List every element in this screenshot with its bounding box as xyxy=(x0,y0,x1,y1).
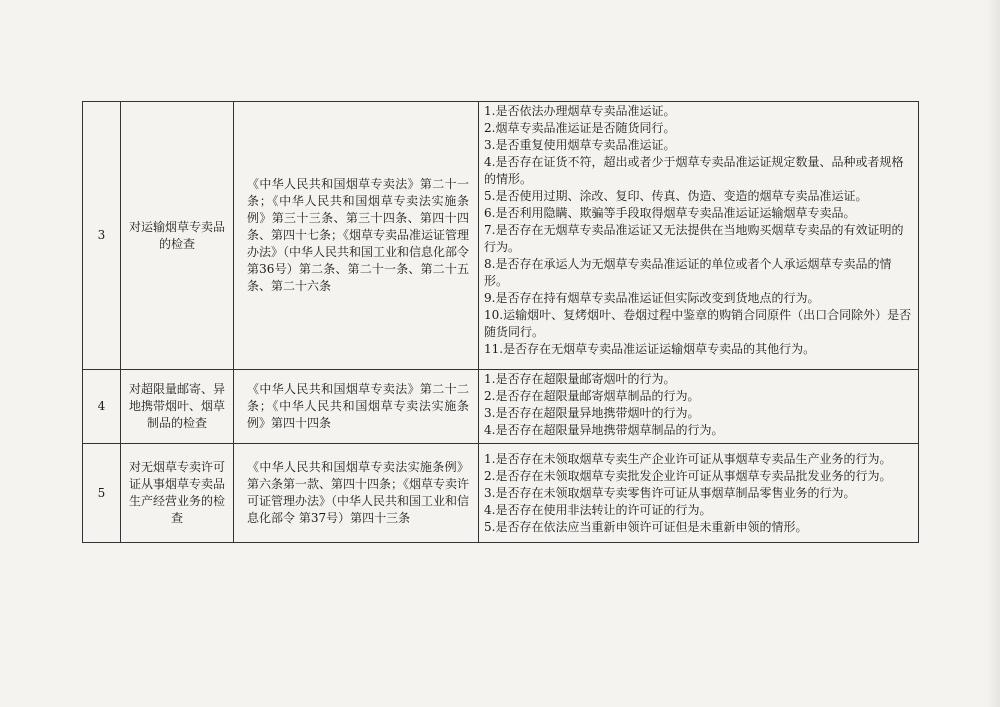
content-line: 10.运输烟叶、复烤烟叶、卷烟过程中鉴章的购销合同原件（出口合同除外）是否随货同行。 xyxy=(484,308,912,339)
content-line: 2.是否存在超限量邮寄烟草制品的行为。 xyxy=(484,389,700,403)
content-line: 8.是否存在承运人为无烟草专卖品准运证的单位或者个人承运烟草专卖品的情形。 xyxy=(484,257,892,288)
inspection-content xyxy=(479,370,919,444)
table-row xyxy=(83,102,919,370)
content-line: 4.是否存在使用非法转让的许可证的行为。 xyxy=(484,502,712,517)
content-line: 1.是否依法办理烟草专卖品准运证。 xyxy=(484,104,676,118)
legal-basis: 《中华人民共和国烟草专卖法实施条例》第六条第一款、第四十四条；《烟草专卖许可证管理办法》（中华人民共和国工业和信息化部令 第37号）第四十三条 xyxy=(234,444,479,543)
content-line: 11.是否存在无烟草专卖品准运证运输烟草专卖品的其他行为。 xyxy=(484,342,816,356)
row-number: 3 xyxy=(83,102,121,370)
table-row xyxy=(83,370,919,444)
row-number: 5 xyxy=(83,444,121,543)
content-line: 5.是否使用过期、涂改、复印、传真、伪造、变造的烟草专卖品准运证。 xyxy=(484,189,868,203)
inspection-item: 对运输烟草专卖品的检查 xyxy=(121,102,234,370)
content-line: 3.是否存在超限量异地携带烟叶的行为。 xyxy=(484,406,700,420)
content-line: 3.是否重复使用烟草专卖品准运证。 xyxy=(484,138,676,152)
content-line: 6.是否利用隐瞒、欺骗等手段取得烟草专卖品准运证运输烟草专卖品。 xyxy=(484,206,856,220)
content-line: 7.是否存在无烟草专卖品准运证又无法提供在当地购买烟草专卖品的有效证明的行为。 xyxy=(484,223,904,254)
legal-basis: 《中华人民共和国烟草专卖法》第二十一条；《中华人民共和国烟草专卖法实施条例》第三十三条、第三十四条、第四十四条、第四十七条；《烟草专卖品准运证管理办法》（中华人民共和国工业和信息化部令第36号）第二条、第二十一条、第二十五条、第二十六条 xyxy=(234,102,479,370)
content-line: 1.是否存在超限量邮寄烟叶的行为。 xyxy=(484,372,676,386)
content-line: 3.是否存在未领取烟草专卖零售许可证从事烟草制品零售业务的行为。 xyxy=(484,485,856,500)
content-line: 2.烟草专卖品准运证是否随货同行。 xyxy=(484,121,676,135)
content-line: 2.是否存在未领取烟草专卖批发企业许可证从事烟草专卖品批发业务的行为。 xyxy=(484,468,892,483)
inspection-content xyxy=(479,102,919,370)
inspection-item: 对无烟草专卖许可证从事烟草专卖品生产经营业务的检查 xyxy=(121,444,234,543)
page-edge-shadow xyxy=(986,0,1000,707)
inspection-item: 对超限量邮寄、异地携带烟叶、烟草制品的检查 xyxy=(121,370,234,444)
content-line: 4.是否存在超限量异地携带烟草制品的行为。 xyxy=(484,423,724,437)
inspection-table xyxy=(82,101,919,543)
inspection-content xyxy=(479,444,919,543)
content-line: 5.是否存在依法应当重新申领许可证但是未重新申领的情形。 xyxy=(484,519,808,534)
row-number: 4 xyxy=(83,370,121,444)
content-line: 4.是否存在证货不符，超出或者少于烟草专卖品准运证规定数量、品种或者规格的情形。 xyxy=(484,155,904,186)
content-line: 1.是否存在未领取烟草专卖生产企业许可证从事烟草专卖品生产业务的行为。 xyxy=(484,451,892,466)
content-line: 9.是否存在持有烟草专卖品准运证但实际改变到货地点的行为。 xyxy=(484,291,820,305)
table-row xyxy=(83,444,919,543)
legal-basis: 《中华人民共和国烟草专卖法》第二十二条；《中华人民共和国烟草专卖法实施条例》第四十四条 xyxy=(234,370,479,444)
